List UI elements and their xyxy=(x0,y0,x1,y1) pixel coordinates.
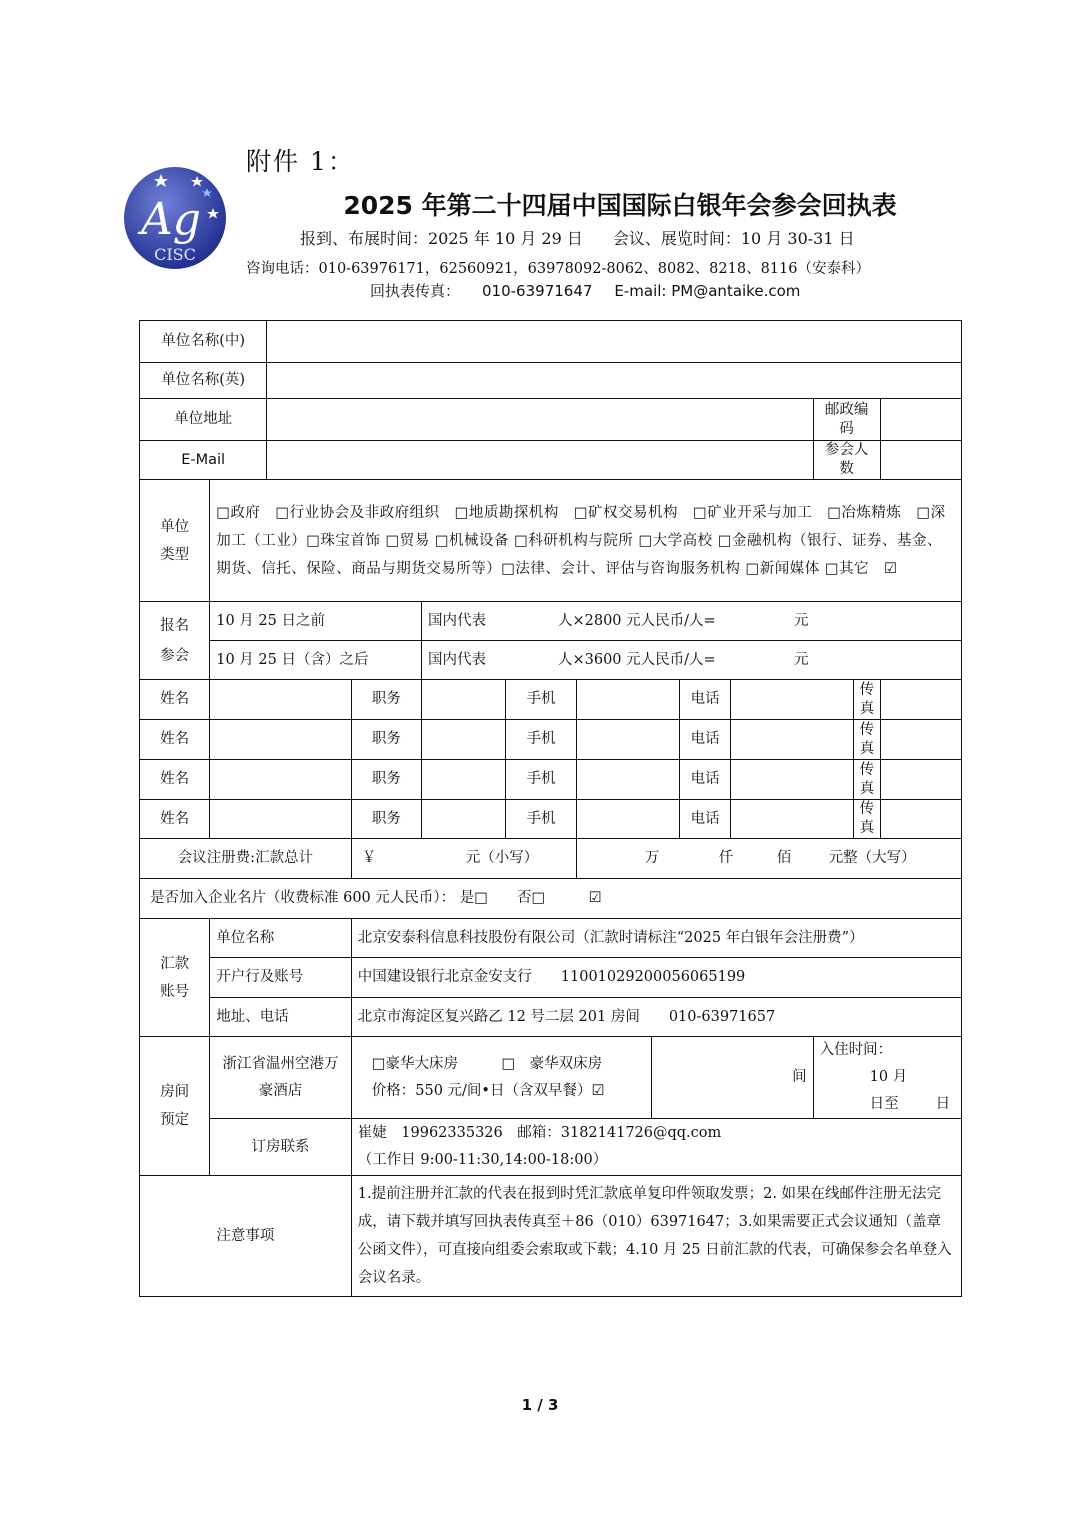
booking-label: 订房联系 xyxy=(210,1119,352,1176)
unit-name-en-label: 单位名称(英) xyxy=(140,363,267,399)
checkin-month: 10 月 xyxy=(869,1069,908,1085)
phone-label: 电话 xyxy=(679,680,731,720)
fax-field[interactable] xyxy=(880,800,961,839)
mobile-field[interactable] xyxy=(576,760,679,800)
room-price: 价格：550 元/间•日（含双早餐）☑ xyxy=(371,1082,605,1099)
meeting-time: 会议、展览时间：10 月 30-31 日 xyxy=(612,229,855,248)
room-label: 房间预定 xyxy=(140,1037,210,1176)
reg-price-early: 人×2800 元人民币/人= xyxy=(557,612,716,629)
fee-label: 会议注册费:汇款总计 xyxy=(140,839,352,879)
fax-label-cell: 传真 xyxy=(854,800,880,839)
phone-field[interactable] xyxy=(731,720,854,760)
unit-type-label: 单位类型 xyxy=(140,480,210,602)
page-title: 2025 年第二十四届中国国际白银年会参会回执表 xyxy=(343,191,897,220)
fee-big-unit: 元整（大写） xyxy=(828,850,916,867)
room-type-cell[interactable] xyxy=(351,1037,652,1119)
attendees-field[interactable] xyxy=(880,441,961,480)
mobile-field[interactable] xyxy=(576,800,679,839)
mobile-label: 手机 xyxy=(506,760,576,800)
checkin-day: 日 xyxy=(935,1096,951,1112)
checkin-label: 入住时间： xyxy=(819,1042,893,1058)
checkin-cell[interactable] xyxy=(813,1037,961,1119)
contact-email: E-mail: PM@antaike.com xyxy=(614,282,801,300)
fax-field[interactable] xyxy=(880,680,961,720)
consult-phone: 咨询电话：010-63976171，62560921，63978092-8062、8082、8218、8116（安泰科） xyxy=(246,261,870,277)
fax-label-cell: 传真 xyxy=(854,760,880,800)
name-label: 姓名 xyxy=(140,800,210,839)
mobile-label: 手机 xyxy=(506,680,576,720)
phone-label: 电话 xyxy=(679,760,731,800)
reg-cat-late: 国内代表 xyxy=(427,651,486,668)
room-unit: 间 xyxy=(792,1069,807,1086)
unit-name-cn-label: 单位名称(中) xyxy=(140,321,267,363)
fax-number: 010-63971647 xyxy=(482,282,593,300)
title-label: 职务 xyxy=(351,720,421,760)
fee-small-unit: 元（小写） xyxy=(465,850,539,867)
phone-label: 电话 xyxy=(679,800,731,839)
yuan-symbol: ￥ xyxy=(361,850,377,867)
logo-cisc-text: CISC xyxy=(154,245,196,264)
remit-row-label: 开户行及账号 xyxy=(210,958,352,998)
mobile-field[interactable] xyxy=(576,720,679,760)
title-field[interactable] xyxy=(421,720,505,760)
name-field[interactable] xyxy=(210,760,352,800)
name-field[interactable] xyxy=(210,720,352,760)
title-label: 职务 xyxy=(351,680,421,720)
fee-wan: 万 xyxy=(644,850,660,867)
hotel-name: 浙江省温州空港万豪酒店 xyxy=(210,1037,352,1119)
booking-hours: （工作日 9:00-11:30,14:00-18:00） xyxy=(357,1152,608,1168)
person-row xyxy=(140,680,962,720)
address-field[interactable] xyxy=(267,399,813,441)
notes-label: 注意事项 xyxy=(140,1176,352,1297)
cisc-logo xyxy=(121,166,229,270)
booking-contact: 崔婕 19962335326 邮箱：3182141726@qq.com xyxy=(357,1125,722,1141)
unit-type-options[interactable]: □政府 □行业协会及非政府组织 □地质勘探机构 □矿权交易机构 □矿业开采与加工 □冶炼精炼 □深加工（工业）□珠宝首饰 □贸易 □机械设备 □科研机构与院所 □大学高校 □金融机构（银行、证券、基金、期货、信托、保险、商品与期货交易所等）□法律、会计、评估与咨询服务机构 □新闻媒体 □其它 ☑ xyxy=(210,480,962,602)
reg-date-late: 10 月 25 日（含）之后 xyxy=(210,641,422,680)
reg-date-early: 10 月 25 日之前 xyxy=(210,602,422,641)
title-field[interactable] xyxy=(421,800,505,839)
remit-row-value: 北京安泰科信息科技股份有限公司（汇款时请标注“2025 年白银年会注册费”） xyxy=(351,919,961,958)
remit-row-value: 北京市海淀区复兴路乙 12 号二层 201 房间 010-63971657 xyxy=(351,998,961,1037)
name-field[interactable] xyxy=(210,680,352,720)
person-row xyxy=(140,800,962,839)
room-count-cell[interactable] xyxy=(652,1037,813,1119)
fax-field[interactable] xyxy=(880,720,961,760)
phone-field[interactable] xyxy=(731,680,854,720)
fax-label: 回执表传真： xyxy=(370,282,461,300)
remit-row-label: 单位名称 xyxy=(210,919,352,958)
title-label: 职务 xyxy=(351,800,421,839)
remit-row-label: 地址、电话 xyxy=(210,998,352,1037)
booking-contact-cell xyxy=(351,1119,961,1176)
phone-label: 电话 xyxy=(679,720,731,760)
fax-field[interactable] xyxy=(880,760,961,800)
name-field[interactable] xyxy=(210,800,352,839)
fax-label-cell: 传真 xyxy=(854,720,880,760)
reg-price-late: 人×3600 元人民币/人= xyxy=(557,651,716,668)
name-label: 姓名 xyxy=(140,680,210,720)
reg-row-early[interactable] xyxy=(421,602,961,641)
checkin-to: 日至 xyxy=(869,1096,899,1112)
reg-unit-late: 元 xyxy=(793,651,809,668)
mobile-label: 手机 xyxy=(506,800,576,839)
mobile-field[interactable] xyxy=(576,680,679,720)
unit-name-en-field[interactable] xyxy=(267,363,962,399)
person-row xyxy=(140,760,962,800)
address-label: 单位地址 xyxy=(140,399,267,441)
schedule-line xyxy=(300,226,855,249)
phone-field[interactable] xyxy=(731,760,854,800)
reg-row-late[interactable] xyxy=(421,641,961,680)
fax-label-cell: 传真 xyxy=(854,680,880,720)
remit-label: 汇款账号 xyxy=(140,919,210,1037)
fax-email-line xyxy=(370,280,800,301)
fee-qian: 仟 xyxy=(718,850,734,867)
reg-cat-early: 国内代表 xyxy=(427,612,486,629)
postcode-label: 邮政编码 xyxy=(813,399,880,441)
page-number: 1 / 3 xyxy=(521,1396,559,1414)
postcode-field[interactable] xyxy=(880,399,961,441)
title-field[interactable] xyxy=(421,680,505,720)
person-row xyxy=(140,720,962,760)
attendees-label: 参会人数 xyxy=(813,441,880,480)
reg-unit-early: 元 xyxy=(793,612,809,629)
attachment-label: 附件 1： xyxy=(246,147,355,176)
report-time: 报到、布展时间：2025 年 10 月 29 日 xyxy=(300,229,583,248)
fee-small-field[interactable] xyxy=(351,839,576,879)
phone-field[interactable] xyxy=(731,800,854,839)
title-label: 职务 xyxy=(351,760,421,800)
room-types[interactable]: □豪华大床房 □ 豪华双床房 xyxy=(371,1055,603,1072)
register-label: 报名参会 xyxy=(140,602,210,680)
email-field[interactable] xyxy=(267,441,813,480)
email-label: E-Mail xyxy=(140,441,267,480)
logo-ag-text: Ag xyxy=(141,194,201,245)
fee-big-field[interactable] xyxy=(576,839,961,879)
business-card-option[interactable]: 是否加入企业名片（收费标准 600 元人民币）： 是□ 否□ ☑ xyxy=(140,879,962,919)
notes-text: 1.提前注册并汇款的代表在报到时凭汇款底单复印件领取发票；2. 如果在线邮件注册无法完成，请下载并填写回执表传真至＋86（010）63971647；3.如果需要正式会议通知（盖章公函文件），可直接向组委会索取或下载；4.10 月 25 日前汇款的代表，可确保参会名单登入会议名录。 xyxy=(351,1176,961,1297)
name-label: 姓名 xyxy=(140,760,210,800)
title-field[interactable] xyxy=(421,760,505,800)
mobile-label: 手机 xyxy=(506,720,576,760)
remit-row-value: 中国建设银行北京金安支行 11001029200056065199 xyxy=(351,958,961,998)
fee-bai: 佰 xyxy=(776,850,792,867)
registration-form xyxy=(139,320,962,1297)
name-label: 姓名 xyxy=(140,720,210,760)
unit-name-cn-field[interactable] xyxy=(267,321,962,363)
